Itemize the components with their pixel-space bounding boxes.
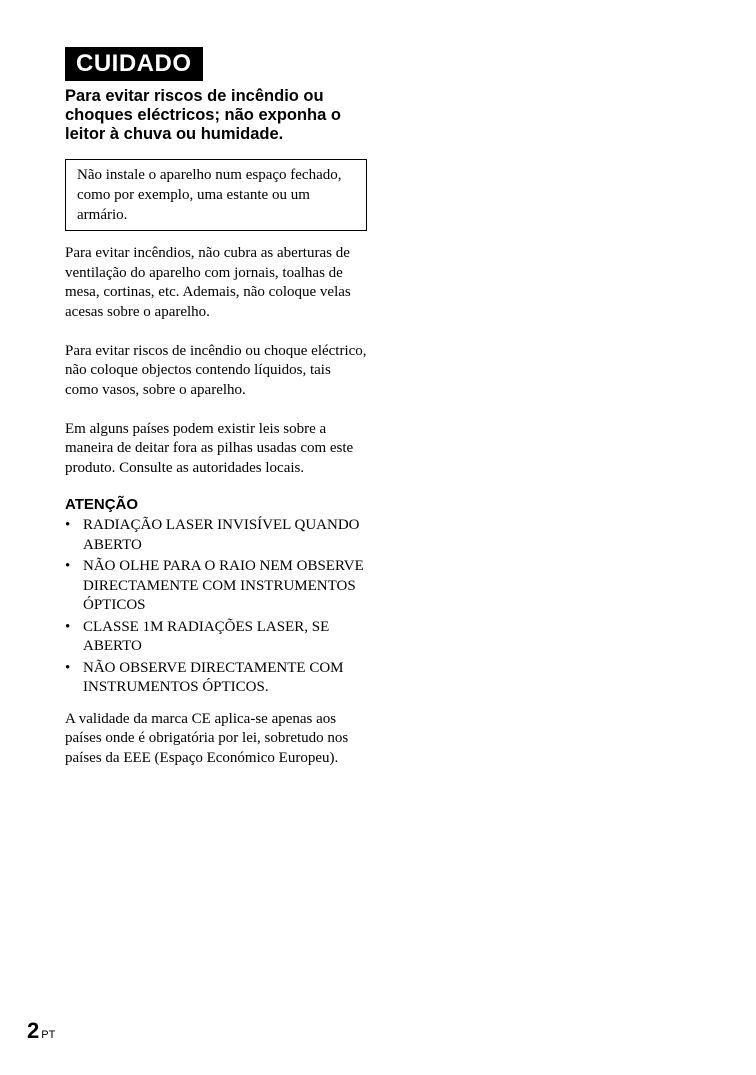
page-language: PT (41, 1029, 56, 1041)
list-item: • CLASSE 1M RADIAÇÕES LASER, SE ABERTO (65, 618, 367, 657)
list-item: • NÃO OLHE PARA O RAIO NEM OBSERVE DIRECTAMENTE COM INSTRUMENTOS ÓPTICOS (65, 557, 367, 616)
list-item: • NÃO OBSERVE DIRECTAMENTE COM INSTRUMENTOS ÓPTICOS. (65, 659, 367, 698)
caution-badge: CUIDADO (65, 47, 203, 81)
liquids-paragraph: Para evitar riscos de incêndio ou choque eléctrico, não coloque objectos contendo líquidos, tais como vasos, sobre o aparelho. (65, 342, 367, 398)
warning-text: Para evitar riscos de incêndio ou choques eléctricos; não exponha o leitor à chuva ou humidade. (65, 87, 341, 143)
attention-heading: ATENÇÃO (65, 496, 139, 513)
enclosure-note-box: Não instale o aparelho num espaço fechado, como por exemplo, uma estante ou um armário. (65, 159, 367, 231)
ventilation-paragraph: Para evitar incêndios, não cubra as aberturas de ventilação do aparelho com jornais, toalhas de mesa, cortinas, etc. Ademais, não coloque velas acesas sobre o aparelho. (65, 245, 351, 320)
page-number-value: 2 (27, 1018, 40, 1043)
list-item: • RADIAÇÃO LASER INVISÍVEL QUANDO ABERTO (65, 516, 367, 555)
laser-warning-list (65, 516, 367, 698)
ce-mark-paragraph: A validade da marca CE aplica-se apenas aos países onde é obrigatória por lei, sobretudo nos países da EEE (Espaço Económico Europeu). (65, 710, 349, 766)
page-number (27, 1018, 55, 1044)
batteries-paragraph: Em alguns países podem existir leis sobre a maneira de deitar fora as pilhas usadas com este produto. Consulte as autoridades locais. (65, 420, 354, 476)
main-column (65, 47, 367, 768)
